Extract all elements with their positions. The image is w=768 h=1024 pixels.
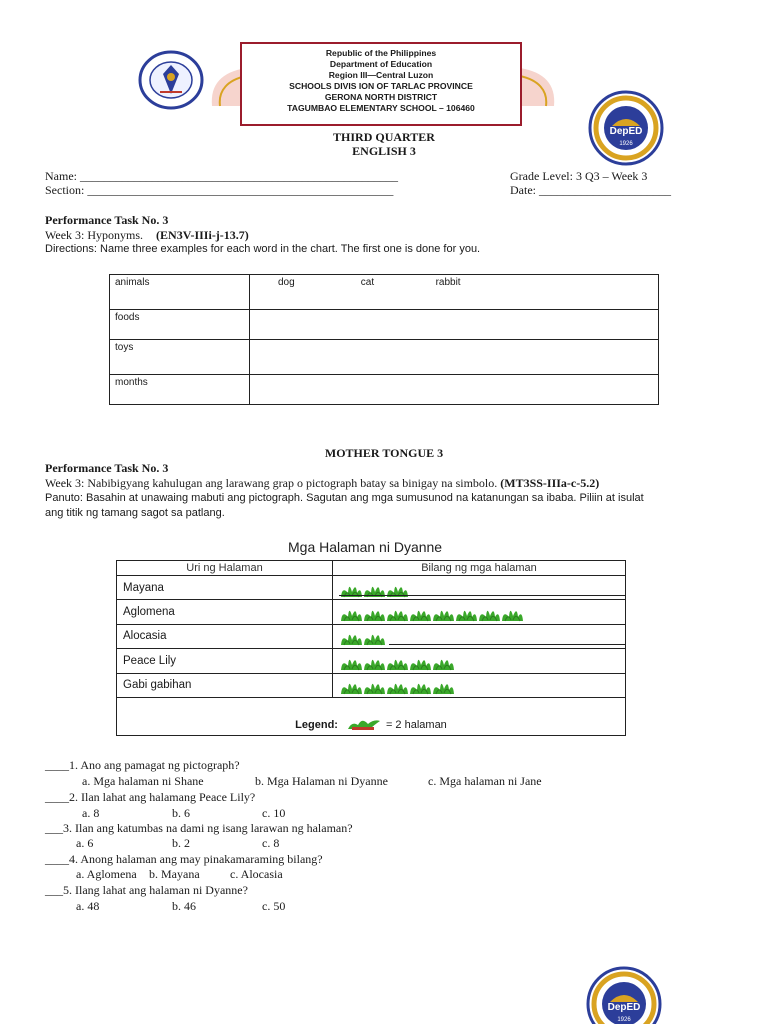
options-1	[82, 774, 542, 789]
header-decoration-right	[520, 62, 564, 112]
seal-year: 1926	[617, 1017, 631, 1023]
quarter-title: THIRD QUARTER	[333, 130, 435, 144]
plant-icon	[362, 628, 386, 646]
word-cell: foods	[110, 310, 250, 340]
option-a: a. 6	[76, 836, 94, 850]
example-2: cat	[360, 277, 375, 288]
name-label: Name:	[45, 169, 77, 183]
header-line: Republic of the Philippines	[325, 48, 437, 58]
plant-icon	[339, 604, 363, 622]
answer-blank[interactable]: ____	[45, 758, 69, 772]
question-text: 5. Ilang lahat ang halaman ni Dyanne?	[63, 883, 248, 897]
answer-blank[interactable]: ____	[45, 852, 69, 866]
plant-icon	[408, 604, 432, 622]
option-c: c. 10	[262, 806, 286, 820]
option-c: c. Mga halaman ni Jane	[428, 774, 542, 788]
plant-icon	[362, 604, 386, 622]
legend-row	[117, 697, 626, 735]
option-b: b. Mga Halaman ni Dyanne	[255, 774, 388, 788]
plant-icon	[385, 677, 409, 695]
date-label: Date:	[510, 183, 536, 197]
mt-week-text: Week 3: Nabibigyang kahulugan ang larawang grap o pictograph batay sa binigay na simbolo.	[45, 476, 498, 490]
word-cell: toys	[110, 340, 250, 375]
mt-week	[45, 476, 599, 491]
plant-name: Gabi gabihan	[117, 673, 333, 697]
examples-cell[interactable]	[250, 340, 659, 375]
example-3: rabbit	[435, 277, 461, 288]
option-c: c. 8	[262, 836, 280, 850]
pictograph-table	[116, 560, 626, 736]
options-2	[82, 806, 285, 821]
mother-tongue-title: MOTHER TONGUE 3	[324, 446, 444, 460]
table-row	[110, 275, 659, 310]
plant-icon	[346, 715, 382, 731]
question-5	[45, 883, 248, 898]
plant-icon	[431, 677, 455, 695]
section-line: ___________________________________________________	[87, 183, 394, 197]
english-week	[45, 228, 249, 243]
examples-cell[interactable]	[250, 375, 659, 405]
question-3	[45, 821, 353, 836]
plant-icon	[362, 677, 386, 695]
plant-name: Alocasia	[117, 624, 333, 648]
column-header: Uri ng Halaman	[117, 561, 333, 576]
word-cell: months	[110, 375, 250, 405]
table-row	[110, 375, 659, 405]
plant-name: Mayana	[117, 576, 333, 600]
examples-cell[interactable]	[250, 310, 659, 340]
pictograph-row	[117, 576, 626, 600]
option-b: b. 46	[172, 899, 196, 913]
subject-title: ENGLISH 3	[352, 144, 416, 158]
plant-icon	[339, 628, 363, 646]
plant-icon	[431, 653, 455, 671]
deped-seal-icon	[138, 50, 204, 110]
pictograph-header-row	[117, 561, 626, 576]
seal-text: DepED	[607, 1002, 641, 1013]
header-line: Department of Education	[329, 59, 433, 69]
word-cell: animals	[110, 275, 250, 310]
grade-value: 3 Q3 – Week 3	[575, 169, 648, 183]
legend-value: = 2 halaman	[385, 719, 447, 732]
seal-text: DepED	[609, 126, 643, 137]
legend	[123, 699, 619, 733]
option-b: b. 6	[172, 806, 190, 820]
english-directions: Directions: Name three examples for each word in the chart. The first one is done for you.	[45, 243, 481, 255]
plant-name: Peace Lily	[117, 649, 333, 673]
option-a: a. Mga halaman ni Shane	[82, 774, 204, 788]
question-text: 2. Ilan lahat ang halamang Peace Lily?	[69, 790, 256, 804]
header-line: Region III—Central Luzon	[328, 70, 434, 80]
plant-icon	[408, 677, 432, 695]
question-text: 1. Ano ang pamagat ng pictograph?	[69, 758, 240, 772]
seal-year: 1926	[619, 141, 633, 147]
date-line: ______________________	[539, 183, 671, 197]
section-field[interactable]	[45, 183, 393, 198]
plant-icons-cell	[333, 600, 626, 624]
plant-icon	[385, 604, 409, 622]
option-a: a. 48	[76, 899, 100, 913]
option-b: b. Mayana	[149, 867, 200, 881]
english-code: (EN3V-IIIi-j-13.7)	[156, 228, 249, 242]
header-line: SCHOOLS DIVIS ION OF TARLAC PROVINCE	[289, 81, 473, 91]
hyponym-table	[109, 274, 659, 405]
english-week-text: Week 3: Hyponyms.	[45, 228, 144, 242]
plant-icons-cell	[333, 649, 626, 673]
header-box	[240, 42, 522, 126]
pictograph-row	[117, 624, 626, 648]
options-5	[76, 899, 285, 914]
plant-icons-cell	[333, 624, 626, 648]
plant-icon	[431, 604, 455, 622]
pictograph-row	[117, 673, 626, 697]
plant-icon	[339, 677, 363, 695]
table-row	[110, 340, 659, 375]
grade-label: Grade Level:	[510, 169, 573, 183]
question-2	[45, 790, 255, 805]
plant-icons-cell	[333, 576, 626, 600]
answer-blank[interactable]: ____	[45, 790, 69, 804]
plant-name: Aglomena	[117, 600, 333, 624]
table-row	[110, 310, 659, 340]
example-1: dog	[278, 277, 295, 288]
section-label: Section:	[45, 183, 85, 197]
plant-icon	[408, 653, 432, 671]
pictograph-row	[117, 649, 626, 673]
answer-blank[interactable]: ___	[45, 883, 63, 897]
legend-cell	[117, 697, 626, 735]
question-1	[45, 758, 240, 773]
mt-code: (MT3SS-IIIa-c-5.2)	[500, 476, 600, 490]
name-field[interactable]	[45, 169, 398, 184]
options-4	[76, 867, 283, 882]
option-c: c. Alocasia	[230, 867, 283, 881]
pictograph-title: Mga Halaman ni Dyanne	[288, 539, 443, 555]
plant-icon	[454, 604, 478, 622]
panuto-line: ang titik ng tamang sagot sa patlang.	[45, 507, 225, 519]
plant-icon	[362, 653, 386, 671]
options-3	[76, 836, 279, 851]
plant-icon	[500, 604, 524, 622]
grade-level	[510, 169, 647, 184]
option-a: a. 8	[82, 806, 100, 820]
answer-blank[interactable]: ___	[45, 821, 63, 835]
plant-icon	[385, 653, 409, 671]
option-a: a. Aglomena	[76, 867, 137, 881]
column-header: Bilang ng mga halaman	[333, 561, 626, 576]
question-4	[45, 852, 323, 867]
option-b: b. 2	[172, 836, 190, 850]
examples-cell[interactable]	[250, 275, 659, 310]
header-line: TAGUMBAO ELEMENTARY SCHOOL – 106460	[287, 103, 475, 113]
plant-icons-cell	[333, 673, 626, 697]
header-line: GERONA NORTH DISTRICT	[324, 92, 438, 102]
mt-task-heading: Performance Task No. 3	[45, 461, 169, 475]
option-c: c. 50	[262, 899, 286, 913]
legend-label: Legend:	[295, 719, 338, 732]
question-text: 4. Anong halaman ang may pinakamaraming bilang?	[69, 852, 323, 866]
plant-icon	[477, 604, 501, 622]
school-seal-bottom-icon	[584, 964, 664, 1024]
date-field[interactable]	[510, 183, 671, 198]
name-line: _____________________________________________________	[80, 169, 398, 183]
pictograph-row	[117, 600, 626, 624]
panuto-line: Panuto: Basahin at unawaing mabuti ang pictograph. Sagutan ang mga sumusunod na katanungan sa ibaba. Piliin at isulat	[45, 492, 644, 504]
plant-icon	[339, 653, 363, 671]
english-task-heading: Performance Task No. 3	[45, 213, 169, 227]
question-text: 3. Ilan ang katumbas na dami ng isang larawan ng halaman?	[63, 821, 353, 835]
